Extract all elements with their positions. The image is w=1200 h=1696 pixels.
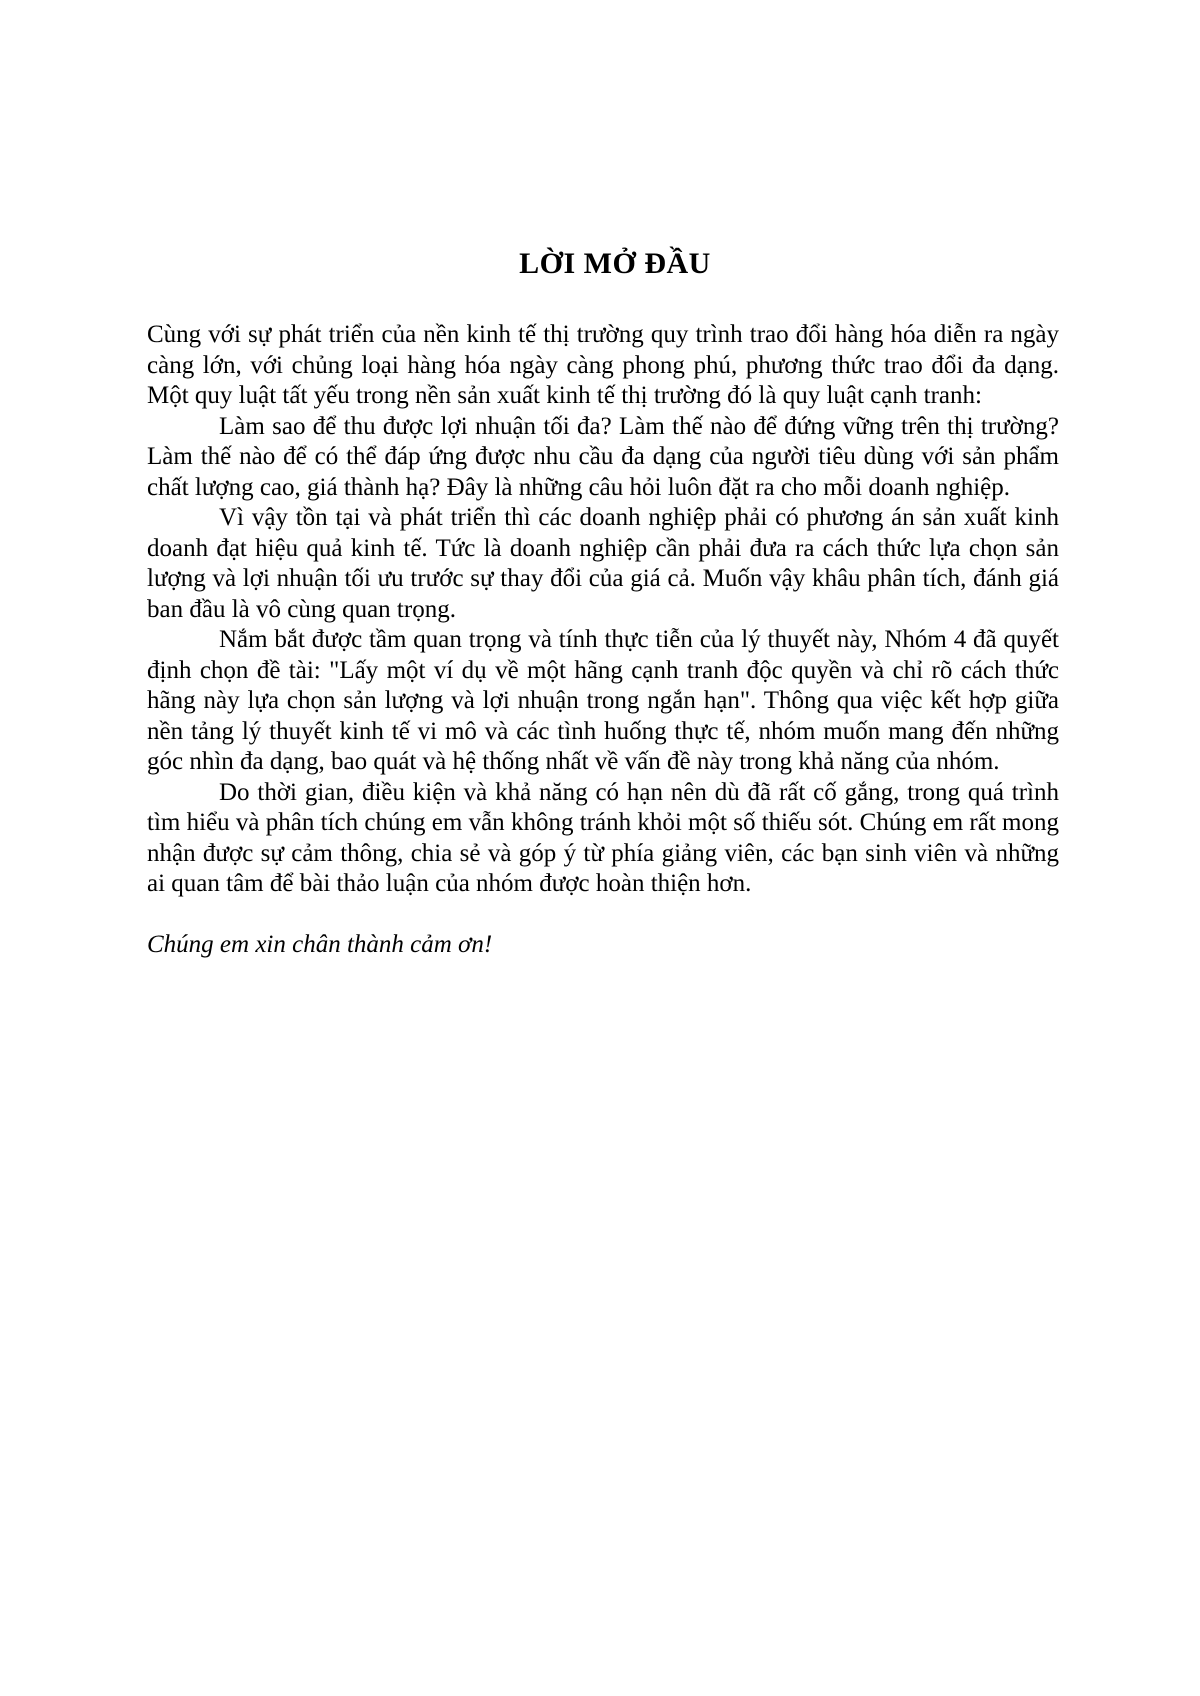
paragraph-topic: Nắm bắt được tầm quan trọng và tính thực tiễn của lý thuyết này, Nhóm 4 đã quyết định chọn đề tài: "Lấy một ví dụ về một hãng cạnh tranh độc quyền và chỉ rõ cách thức hãng này lựa chọn sản lượng và lợi nhuận trong ngắn hạn". Thông qua việc kết hợp giữa nền tảng lý thuyết kinh tế vi mô và các tình huống thực tế, nhóm muốn mang đến những góc nhìn đa dạng, bao quát và hệ thống nhất về vấn đề này trong khả năng của nhóm. xyxy=(147,626,1059,775)
paragraph-apology: Do thời gian, điều kiện và khả năng có hạn nên dù đã rất cố gắng, trong quá trình tìm hiểu và phân tích chúng em vẫn không tránh khỏi một số thiếu sót. Chúng em rất mong nhận được sự cảm thông, chia sẻ và góp ý từ phía giảng viên, các bạn sinh viên và những ai quan tâm để bài thảo luận của nhóm được hoàn thiện hơn. xyxy=(147,778,1059,897)
paragraph-questions: Làm sao để thu được lợi nhuận tối đa? Làm thế nào để đứng vững trên thị trường? Làm thế nào để có thể đáp ứng được nhu cầu đa dạng của người tiêu dùng với sản phẩm chất lượng cao, giá thành hạ? Đây là những câu hỏi luôn đặt ra cho mỗi doanh nghiệp. xyxy=(147,412,1059,501)
paragraph-intro: Cùng với sự phát triển của nền kinh tế thị trường quy trình trao đổi hàng hóa diễn ra ngày càng lớn, với chủng loại hàng hóa ngày càng phong phú, phương thức trao đổi đa dạng. Một quy luật tất yếu trong nền sản xuất kinh tế thị trường đó là quy luật cạnh tranh: xyxy=(147,321,1059,409)
document-page xyxy=(147,236,1059,960)
paragraph-strategy: Vì vậy tồn tại và phát triển thì các doanh nghiệp phải có phương án sản xuất kinh doanh đạt hiệu quả kinh tế. Tức là doanh nghiệp cần phải đưa ra cách thức lựa chọn sản lượng và lợi nhuận tối ưu trước sự thay đổi của giá cả. Muốn vậy khâu phân tích, đánh giá ban đầu là vô cùng quan trọng. xyxy=(147,504,1059,623)
closing-thanks: Chúng em xin chân thành cảm ơn! xyxy=(147,930,493,958)
document-title: LỜI MỞ ĐẦU xyxy=(519,247,711,280)
